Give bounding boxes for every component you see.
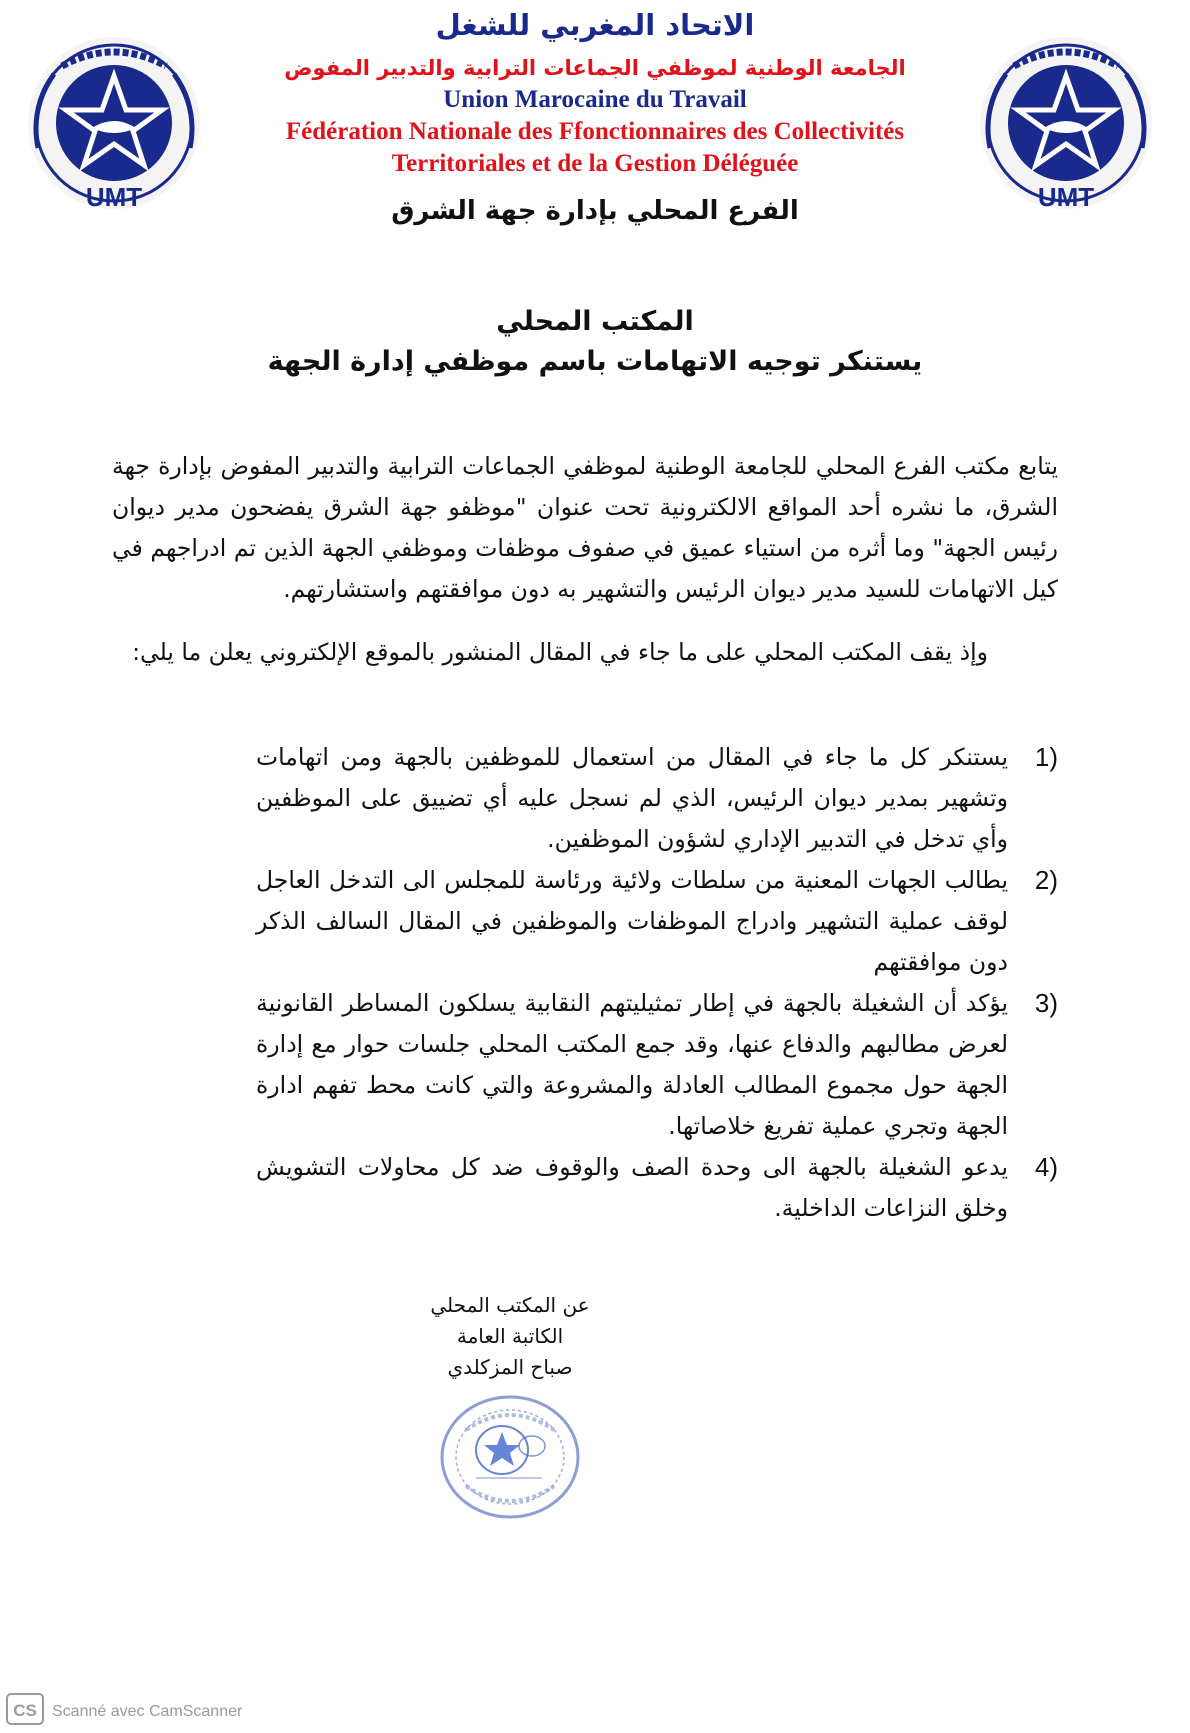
header-branch: الفرع المحلي بإدارة جهة الشرق xyxy=(391,196,799,226)
logo-text: UMT xyxy=(1037,182,1095,212)
declaration-list xyxy=(112,737,1058,1229)
header-federation-french-line1: Fédération Nationale des Ffonctionnaires des Collectivités xyxy=(285,118,905,145)
header-federation-arabic: الجامعة الوطنية لموظفي الجماعات الترابية والتدبير المفوض xyxy=(284,56,906,80)
header-union-french: Union Marocaine du Travail xyxy=(443,86,747,113)
signature-role: الكاتبة العامة xyxy=(456,1324,564,1348)
list-item-text: يطالب الجهات المعنية من سلطات ولائية ورئاسة للمجلس الى التدخل العاجل لوقف عملية التشهير وادراج الموظفات والموظفين في المقال السالف الذكر دون موافقتهم xyxy=(256,866,1008,976)
camscanner-logo-text: CS xyxy=(13,1701,37,1720)
list-item-number: 2) xyxy=(1034,865,1058,895)
document-title-line1: المكتب المحلي xyxy=(496,306,694,337)
camscanner-watermark: Scanné avec CamScanner xyxy=(52,1703,243,1720)
signature-name: صباح المزكلدي xyxy=(447,1355,573,1379)
list-item-text: يدعو الشغيلة بالجهة الى وحدة الصف والوقوف ضد كل محاولات التشويش وخلق النزاعات الداخلية. xyxy=(256,1153,1008,1222)
list-item-number: 4) xyxy=(1034,1152,1058,1182)
list-item-number: 1) xyxy=(1034,742,1058,772)
logo-text: UMT xyxy=(85,182,143,212)
official-stamp xyxy=(436,1390,584,1524)
list-item xyxy=(256,1147,1058,1229)
paragraph-intro: يتابع مكتب الفرع المحلي للجامعة الوطنية لموظفي الجماعات الترابية والتدبير المفوض بإدارة جهة الشرق، ما نشره أحد المواقع الالكترونية تحت عنوان "موظفو جهة الشرق يفضحون مدير ديوان رئيس الجهة" وما أثره من استياء عميق في صفوف موظفات وموظفي الجهة الذين تم ادراجهم في كيل الاتهامات للسيد مدير ديوان الرئيس والتشهير به دون موافقتهم واستشارتهم. xyxy=(112,452,1058,603)
list-item xyxy=(256,983,1058,1147)
header-federation-french-line2: Territoriales et de la Gestion Déléguée xyxy=(391,150,799,177)
signature-office: عن المكتب المحلي xyxy=(430,1293,590,1317)
document-title-line2: يستنكر توجيه الاتهامات باسم موظفي إدارة الجهة xyxy=(267,346,923,377)
header-union-arabic: الاتحاد المغربي للشغل xyxy=(435,8,755,42)
list-item-number: 3) xyxy=(1034,988,1058,1018)
paragraph-declaration: وإذ يقف المكتب المحلي على ما جاء في المقال المنشور بالموقع الإلكتروني يعلن ما يلي: xyxy=(132,638,988,666)
list-item-text: يؤكد أن الشغيلة بالجهة في إطار تمثيليتهم النقابية يسلكون المساطر القانونية لعرض مطالبهم والدفاع عنها، وقد جمع المكتب المحلي جلسات حوار مع إدارة الجهة حول مجموع المطالب العادلة والمشروعة والتي كانت محط تفهم ادارة الجهة وتجري عملية تفريغ خلاصاتها. xyxy=(256,989,1008,1140)
list-item xyxy=(256,860,1058,983)
camscanner-logo-icon xyxy=(6,1693,44,1725)
list-item xyxy=(256,737,1058,860)
list-item-text: يستنكر كل ما جاء في المقال من استعمال للموظفين بالجهة ومن اتهامات وتشهير بمدير ديوان الرئيس، الذي لم نسجل عليه أي تضييق على الموظفين وأي تدخل في التدبير الإداري لشؤون الموظفين. xyxy=(256,743,1008,853)
